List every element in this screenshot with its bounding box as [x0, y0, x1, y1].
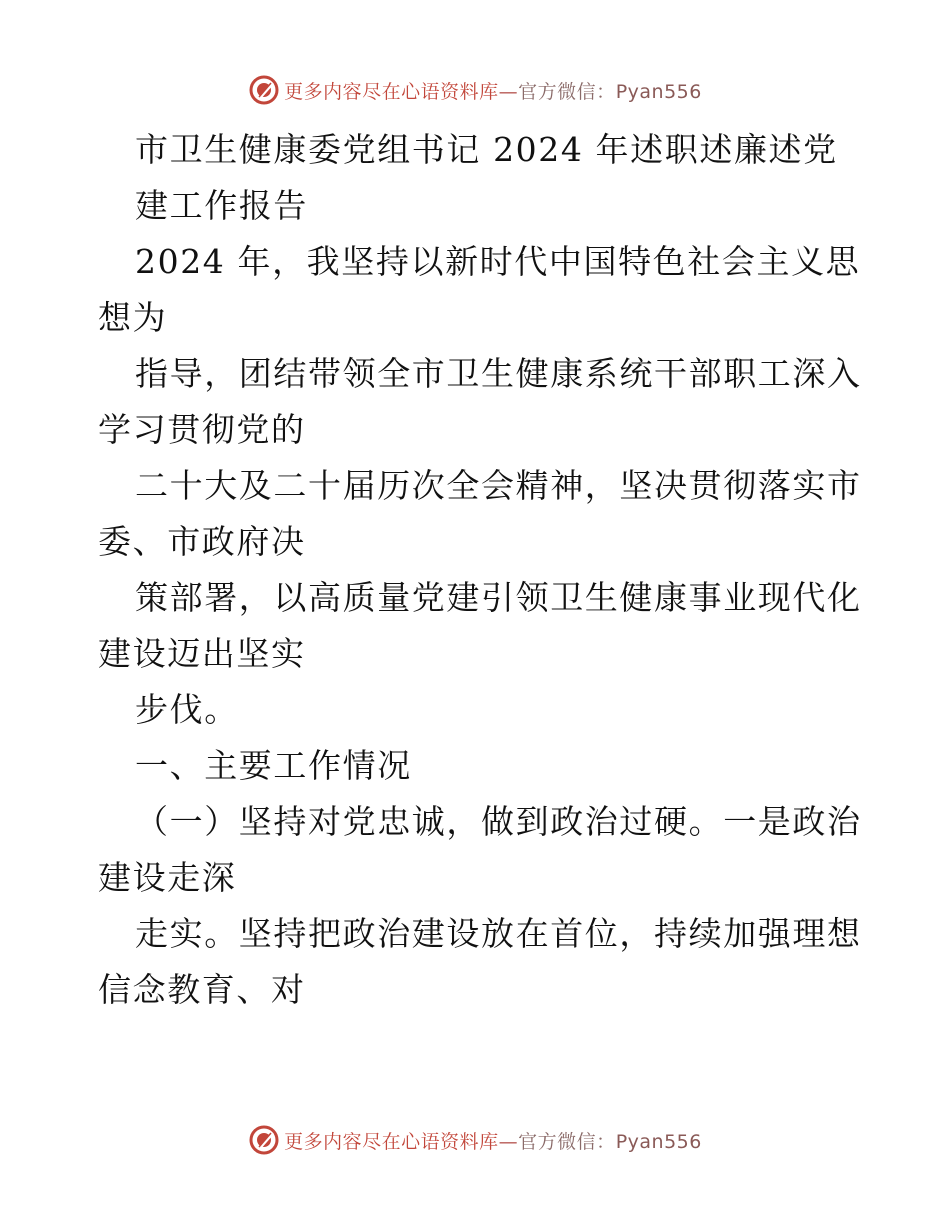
- paragraph-line: 信念教育、对: [98, 970, 306, 1009]
- section-heading: 一、主要工作情况: [135, 746, 412, 785]
- paragraph-line: 指导，团结带领全市卫生健康系统干部职工深入: [135, 354, 862, 393]
- watermark-separator: —: [498, 1130, 519, 1153]
- paragraph-line: 策部署，以高质量党建引领卫生健康事业现代化: [135, 578, 862, 617]
- paragraph-line: 学习贯彻党的: [98, 410, 306, 449]
- paragraph-line: 委、市政府决: [98, 522, 306, 561]
- paragraph-line: 建设走深: [98, 858, 237, 897]
- paragraph-line: （一）坚持对党忠诚，做到政治过硬。一是政治: [135, 802, 862, 841]
- watermark-separator: —: [498, 80, 519, 103]
- quill-seal-icon: [248, 1124, 280, 1156]
- paragraph-line: 走实。坚持把政治建设放在首位，持续加强理想: [135, 914, 862, 953]
- header-watermark: [0, 70, 950, 110]
- watermark-wechat-label: 官方微信：: [518, 80, 616, 103]
- paragraph-line: 步伐。: [135, 690, 239, 729]
- paragraph-line: 建设迈出坚实: [98, 634, 306, 673]
- paragraph-line: 2024 年，我坚持以新时代中国特色社会主义思: [135, 242, 861, 281]
- watermark-wechat-label: 官方微信：: [518, 1130, 616, 1153]
- paragraph-line: 想为: [98, 298, 168, 337]
- paragraph-line: 二十大及二十届历次全会精神，坚决贯彻落实市: [135, 466, 862, 505]
- document-body: [0, 122, 950, 1018]
- title-line-1: 市卫生健康委党组书记 2024 年述职述廉述党: [135, 130, 838, 169]
- title-line-2: 建工作报告: [135, 186, 308, 225]
- watermark-site-text: 更多内容尽在心语资料库: [284, 1130, 499, 1153]
- quill-seal-icon: [248, 74, 280, 106]
- watermark-wechat-id: Pyan556: [615, 80, 702, 103]
- watermark-wechat-id: Pyan556: [615, 1130, 702, 1153]
- footer-watermark: [0, 1120, 950, 1160]
- watermark-site-text: 更多内容尽在心语资料库: [284, 80, 499, 103]
